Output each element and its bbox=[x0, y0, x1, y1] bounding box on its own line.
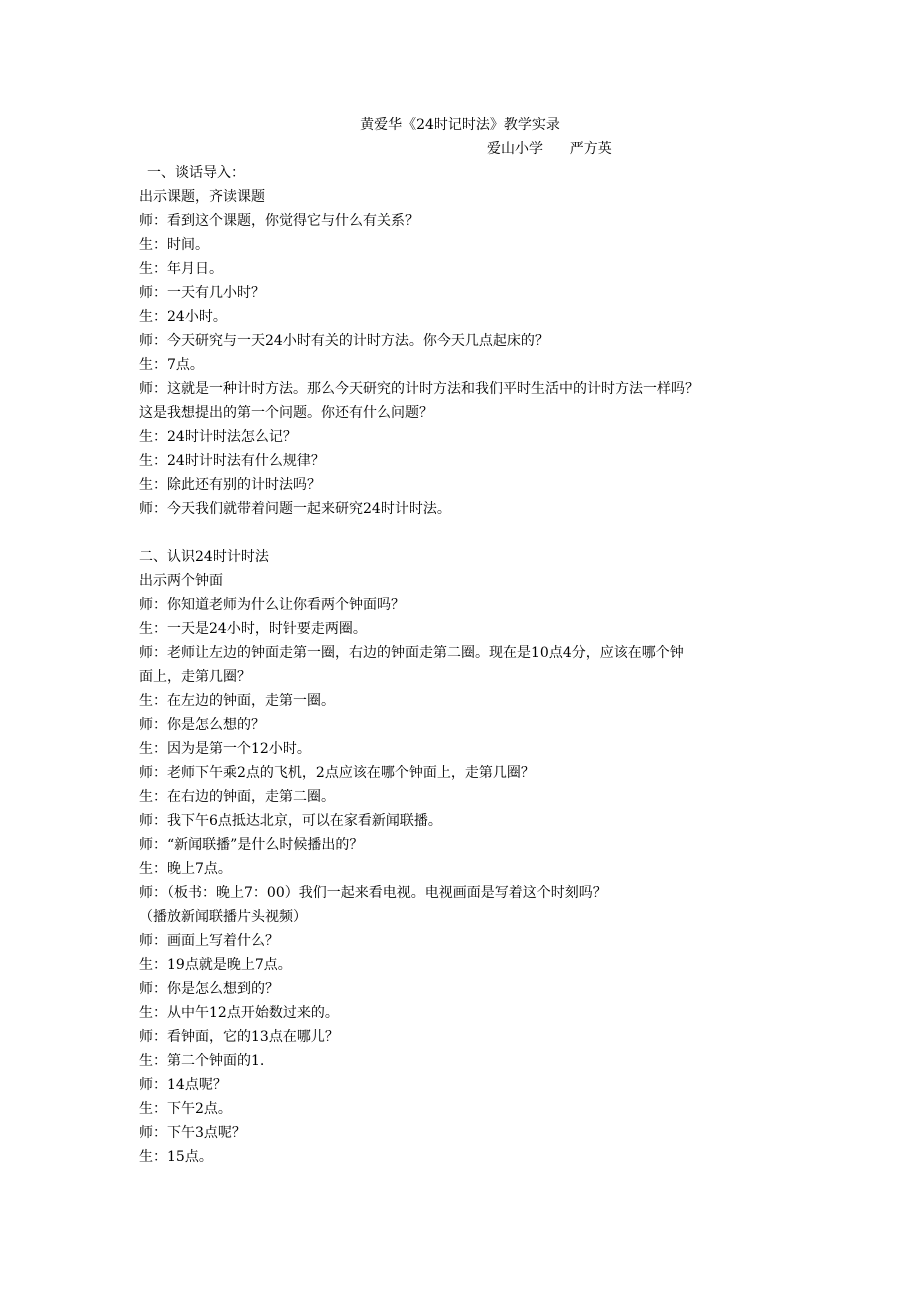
dialogue-line: 师：14点呢？ bbox=[139, 1077, 227, 1093]
dialogue-line: 生：晚上7点。 bbox=[139, 861, 232, 877]
dialogue-line: 生：19点就是晚上7点。 bbox=[139, 957, 292, 973]
section-2-lines bbox=[139, 569, 789, 1169]
dialogue-line: 出示两个钟面 bbox=[139, 573, 223, 589]
section-heading: 二、认识24时计时法 bbox=[139, 549, 269, 565]
dialogue-line: 师：下午3点呢？ bbox=[139, 1125, 246, 1141]
dialogue-line: 师：老师下午乘2点的飞机，2点应该在哪个钟面上，走第几圈？ bbox=[139, 765, 535, 781]
dialogue-line: 师：你是怎么想的？ bbox=[139, 717, 265, 733]
dialogue-line: 师：今天研究与一天24小时有关的计时方法。你今天几点起床的？ bbox=[139, 333, 549, 349]
dialogue-line: 生：在右边的钟面，走第二圈。 bbox=[139, 789, 335, 805]
dialogue-line: 生：下午2点。 bbox=[139, 1101, 232, 1117]
dialogue-line: 面上，走第几圈？ bbox=[139, 669, 251, 685]
document-title: 黄爱华《24时记时法》教学实录 bbox=[360, 117, 560, 133]
dialogue-line: 师：今天我们就带着问题一起来研究24时计时法。 bbox=[139, 501, 451, 517]
dialogue-line: 生：一天是24小时，时针要走两圈。 bbox=[139, 621, 367, 637]
dialogue-line: （播放新闻联播片头视频） bbox=[139, 909, 307, 925]
dialogue-line: 师：你知道老师为什么让你看两个钟面吗？ bbox=[139, 597, 405, 613]
dialogue-line: 师：（板书：晚上7：00）我们一起来看电视。电视画面是写着这个时刻吗？ bbox=[139, 885, 607, 901]
dialogue-line: 生：在左边的钟面，走第一圈。 bbox=[139, 693, 335, 709]
dialogue-line: 师：这就是一种计时方法。那么今天研究的计时方法和我们平时生活中的计时方法一样吗？ bbox=[139, 381, 699, 397]
dialogue-line: 生：第二个钟面的1. bbox=[139, 1053, 265, 1069]
dialogue-line: 生：7点。 bbox=[139, 357, 204, 373]
dialogue-line: 师：看钟面，它的13点在哪儿？ bbox=[139, 1029, 339, 1045]
dialogue-line: 生：15点。 bbox=[139, 1149, 213, 1165]
dialogue-line: 生：24时计时法怎么记？ bbox=[139, 429, 297, 445]
dialogue-line: 师：我下午6点抵达北京，可以在家看新闻联播。 bbox=[139, 813, 442, 829]
dialogue-line: 师：看到这个课题，你觉得它与什么有关系？ bbox=[139, 213, 419, 229]
document-author: 爱山小学 严方英 bbox=[487, 141, 612, 157]
dialogue-line: 师：画面上写着什么？ bbox=[139, 933, 279, 949]
dialogue-line: 生：除此还有别的计时法吗？ bbox=[139, 477, 321, 493]
dialogue-line: 师：你是怎么想到的？ bbox=[139, 981, 279, 997]
dialogue-line: 师：一天有几小时？ bbox=[139, 285, 265, 301]
dialogue-line: 这是我想提出的第一个问题。你还有什么问题？ bbox=[139, 405, 433, 421]
dialogue-line: 生：24小时。 bbox=[139, 309, 227, 325]
document-body bbox=[139, 161, 789, 1169]
section-heading: 一、谈话导入： bbox=[147, 165, 245, 181]
dialogue-line: 生：24时计时法有什么规律？ bbox=[139, 453, 325, 469]
blank-line bbox=[139, 521, 789, 545]
dialogue-line: 生：时间。 bbox=[139, 237, 209, 253]
dialogue-line: 生：年月日。 bbox=[139, 261, 223, 277]
dialogue-line: 师：“新闻联播”是什么时候播出的？ bbox=[139, 837, 364, 853]
dialogue-line: 师：老师让左边的钟面走第一圈，右边的钟面走第二圈。现在是10点4分，应该在哪个钟 bbox=[139, 645, 684, 661]
dialogue-line: 生：从中午12点开始数过来的。 bbox=[139, 1005, 339, 1021]
dialogue-line: 生：因为是第一个12小时。 bbox=[139, 741, 311, 757]
section-1-lines bbox=[139, 185, 789, 521]
dialogue-line: 出示课题，齐读课题 bbox=[139, 189, 265, 205]
